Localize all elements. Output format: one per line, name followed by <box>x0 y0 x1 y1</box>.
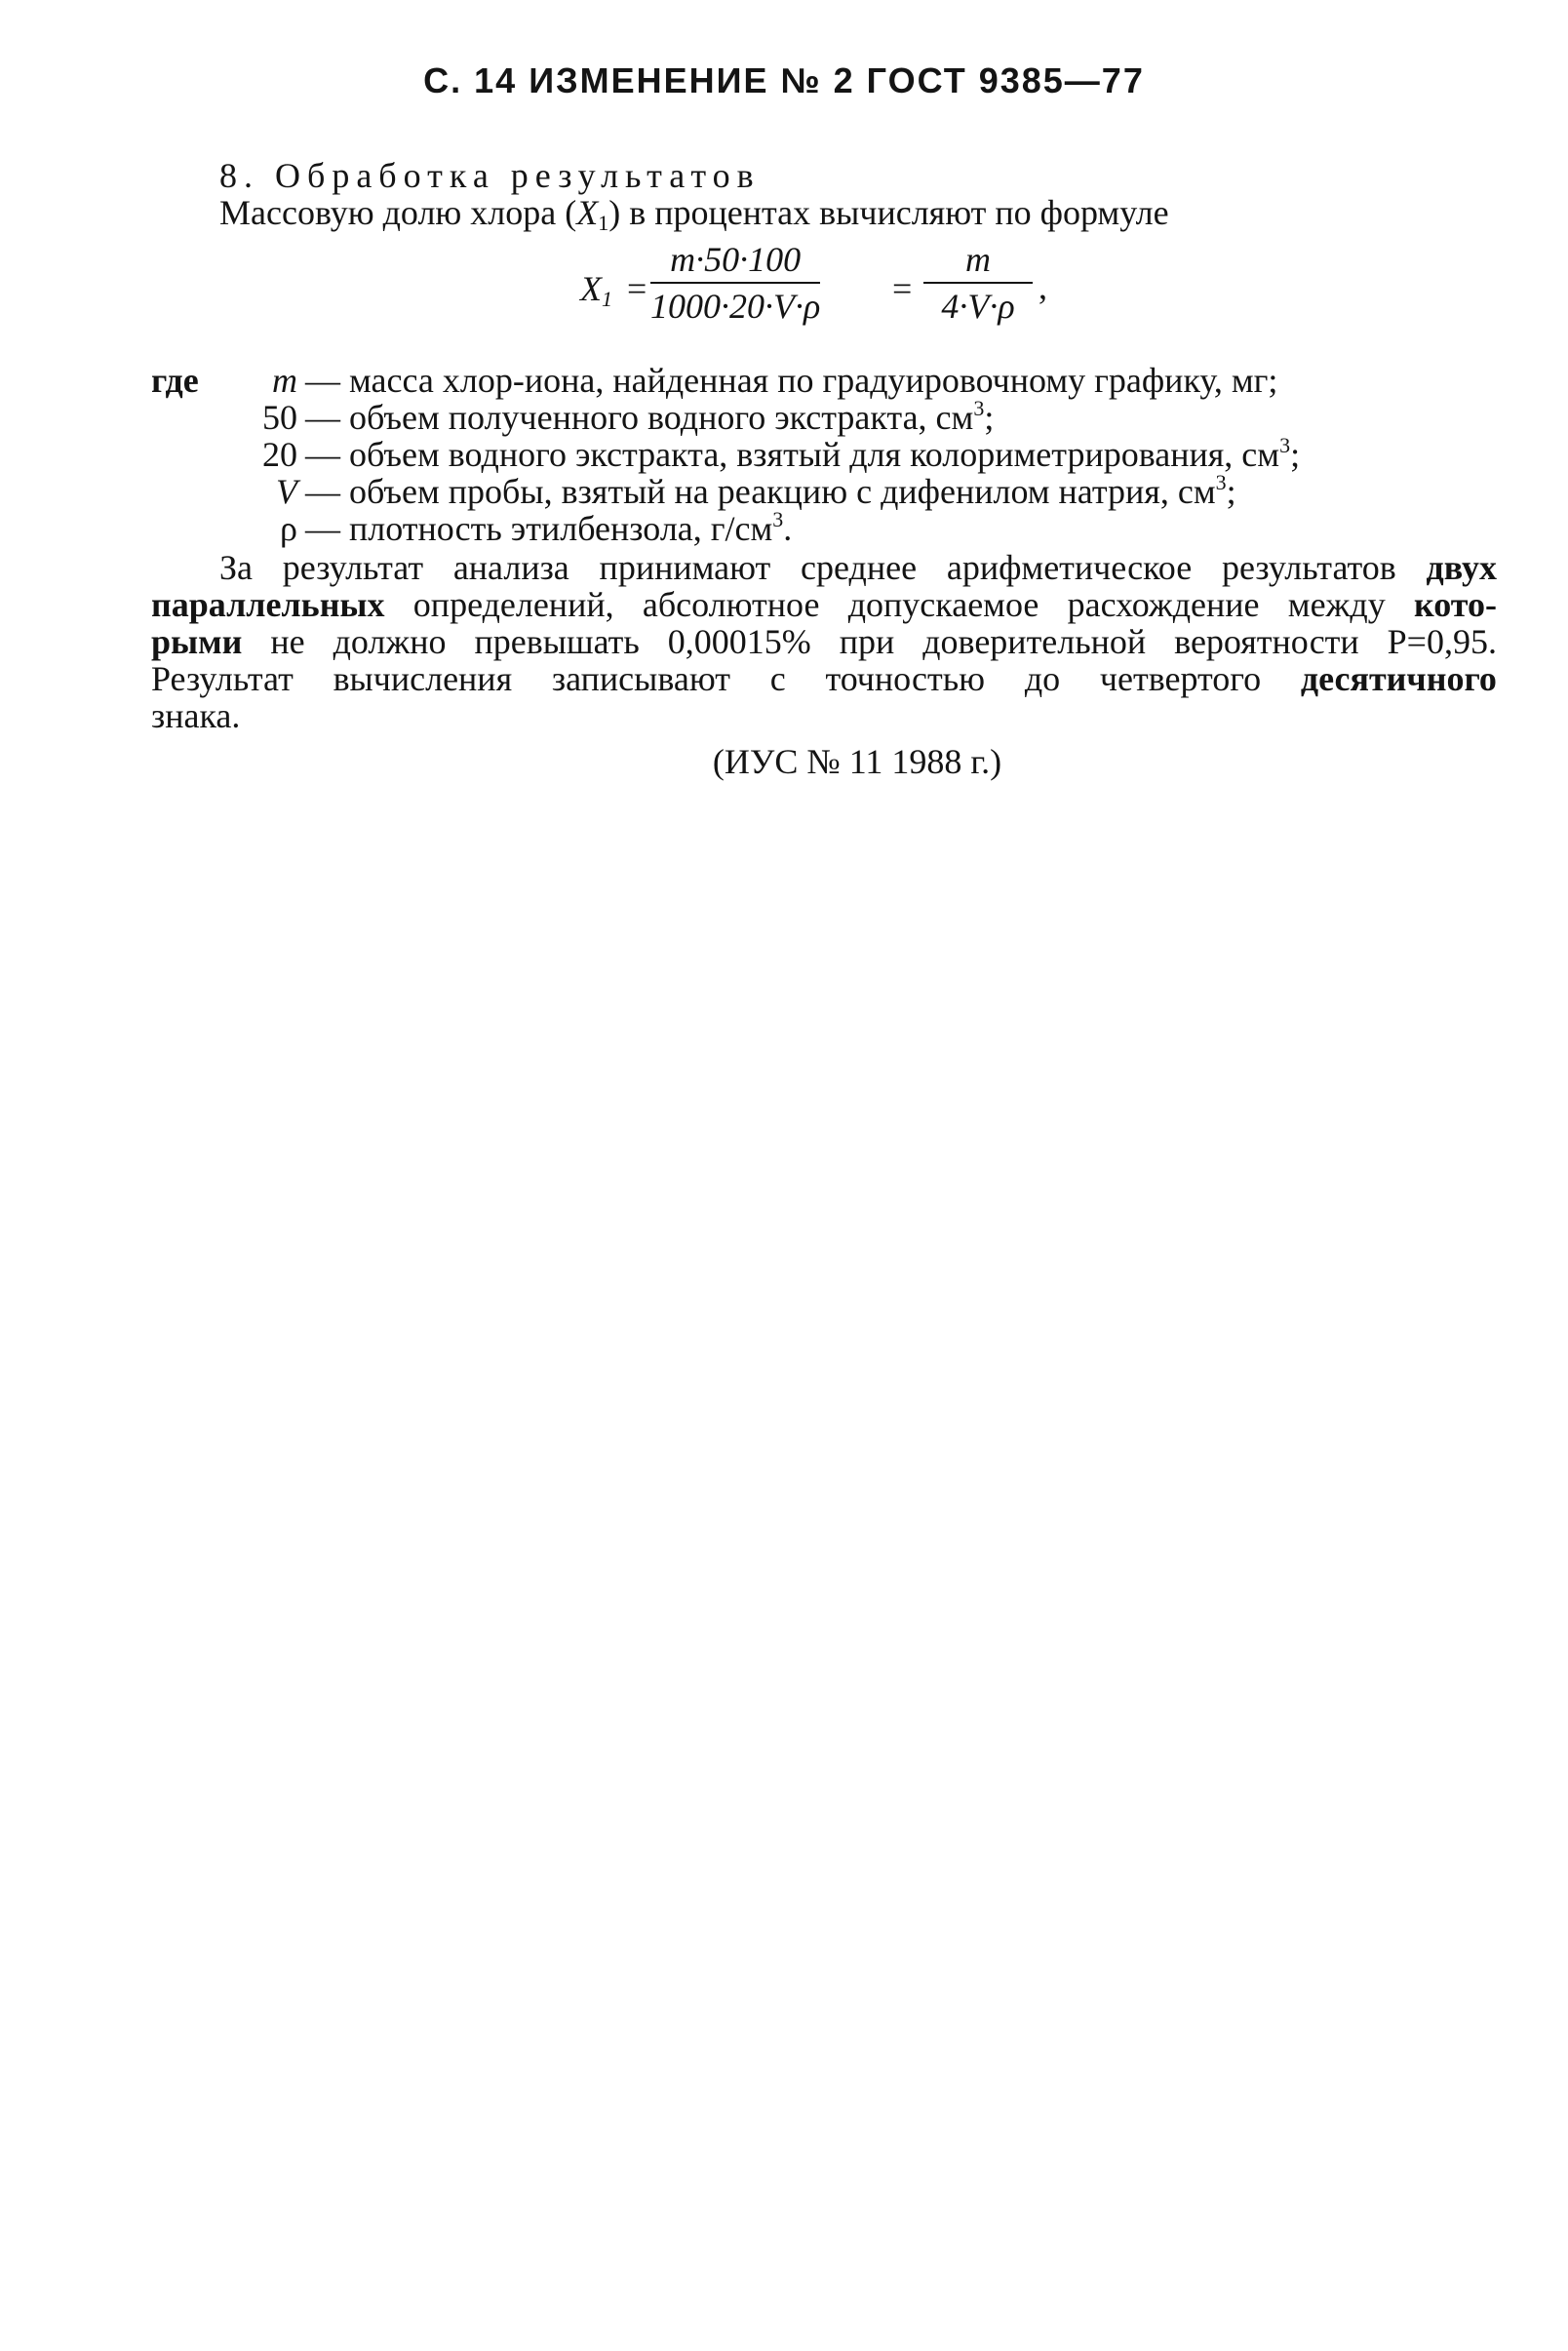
formula-equals-1: = <box>627 269 647 308</box>
paragraph-line-5: знака. <box>151 696 241 735</box>
variable-description: — объем водного экстракта, взятый для колориметрирования, $см^3$; <box>305 433 1301 474</box>
paragraph-line-3: рыми не должно превышать 0,00015% при доверительной вероятности P=0,95. <box>151 622 1497 661</box>
paragraph-line-1: За результат анализа принимают среднее арифметическое результатов двух <box>219 548 1497 587</box>
variable-symbol: 20 <box>262 435 297 474</box>
variable-symbol: m <box>272 361 297 400</box>
variable-description: — объем пробы, взятый на реакцию с дифенилом натрия, $см^3$; <box>305 470 1236 511</box>
section-heading: 8. Обработка результатов <box>219 156 761 195</box>
variable-symbol: ρ <box>280 509 297 548</box>
amendment-source: (ИУС № 11 1988 г.) <box>712 742 1002 781</box>
page-header: С. 14 ИЗМЕНЕНИЕ № 2 ГОСТ 9385—77 <box>423 60 1145 100</box>
formula-lhs: $X_1$ <box>580 269 612 311</box>
formula-comma: , <box>1039 267 1047 306</box>
variable-description: — плотность этилбензола, $г/см^3$. <box>305 507 793 548</box>
mass-fraction-formula <box>580 239 1087 346</box>
paragraph-line-2: параллельных определений, абсолютное допускаемое расхождение между кото- <box>151 585 1497 624</box>
formula-equals-2: = <box>892 269 913 308</box>
fraction-1-numerator: m·50·100 <box>650 239 820 284</box>
variable-description: — масса хлор-иона, найденная по градуировочному графику, мг; <box>305 361 1278 400</box>
paragraph-line-4: Результат вычисления записывают с точностью до четвертого десятичного <box>151 659 1497 698</box>
variable-description: — объем полученного водного экстракта, $см^3$; <box>305 396 995 437</box>
formula-fraction-1 <box>650 239 820 327</box>
fraction-2-denominator: 4·V·ρ <box>941 287 1015 326</box>
formula-fraction-2 <box>923 239 1033 327</box>
variable-symbol: 50 <box>262 398 297 437</box>
formula-intro: Массовую долю хлора $(X_1)$ в процентах вычисляют по формуле <box>219 193 1169 235</box>
variable-symbol: V <box>276 472 297 511</box>
fraction-2-numerator: m <box>923 239 1033 284</box>
fraction-1-denominator: 1000·20·V·ρ <box>650 287 821 326</box>
where-label: где <box>151 361 199 400</box>
